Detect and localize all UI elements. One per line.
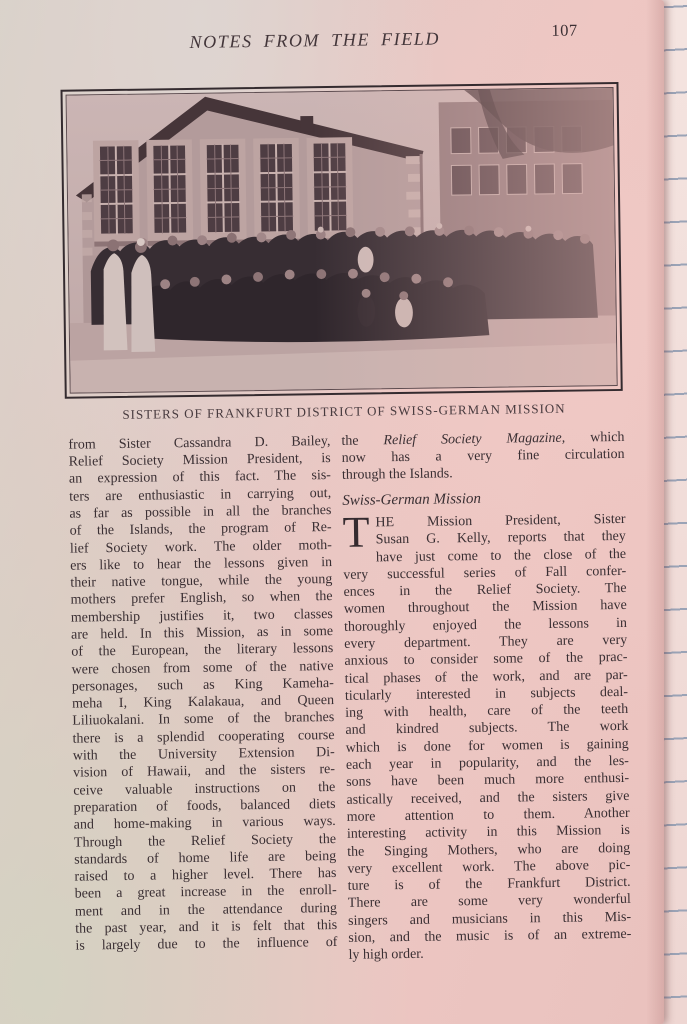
text-line: ticularly interested in subjects deal- [344, 684, 629, 704]
text-line: ture is of the Frankfurt District. [347, 875, 631, 894]
text-line: were chosen from some of the native [71, 658, 334, 678]
page-header [0, 0, 658, 69]
text-line: each year in popularity, and the les- [345, 753, 630, 773]
text-line: sion, and the music is of an extreme- [348, 926, 632, 946]
text-line: Susan G. Kelly, reports that they [375, 529, 626, 548]
text-line: the Singing Mothers, who are doing [347, 840, 631, 860]
text-line: women throughout the Mission have [343, 598, 627, 618]
text-line: which is done for women is gaining [345, 736, 629, 756]
text-line: as far as possible in all the branches [69, 502, 332, 522]
text-line: Through the Relief Society the [73, 831, 337, 851]
italic-magazine-title: Relief Society Magazine, [383, 430, 566, 449]
drop-cap: T [342, 507, 370, 557]
text-line: sons have been much more enthusi- [346, 771, 630, 791]
text-line: anxious to consider some of the prac- [344, 650, 628, 670]
text-line: every department. They are very [344, 632, 628, 652]
text-line: ceive valuable instructions on the [73, 779, 336, 799]
text-line: of the Islands, the program of Re- [69, 520, 332, 539]
text-line: now has a very fine circulation [341, 446, 625, 466]
text-line: HE Mission President, Sister [375, 511, 626, 531]
text-line: preparation of foods, balanced diets [73, 796, 336, 816]
text-line: Liliuokalani. In some of the branches [72, 710, 335, 730]
intro-pre-text: the [341, 433, 384, 449]
text-line: thoroughly enjoyed the lessons in [343, 615, 628, 635]
article-paragraph [342, 507, 632, 965]
text-line: have just come to the close of the [375, 546, 627, 565]
text-line: their native tongue, while the young [70, 572, 333, 591]
text-line: with the University Extension Di- [72, 745, 335, 764]
text-line: and home-making in various ways. [73, 814, 336, 833]
text-line: meha I, King Kalakaua, and Queen [71, 693, 335, 712]
text-line: from Sister Cassandra D. Bailey, [68, 433, 331, 453]
intro-lines [342, 446, 625, 485]
photo-caption: SISTERS OF FRANKFURT DISTRICT OF SWISS-GERMAN MISSION [122, 400, 566, 422]
text-line: mothers prefer English, so when the [70, 589, 333, 609]
text-line: Relief Society Mission President, is [68, 451, 331, 470]
text-line: very successful series of Fall confer- [343, 563, 627, 583]
text-line: personages, such as King Kameha- [71, 675, 334, 695]
text-line: ers like to hear the lessons given in [70, 554, 333, 574]
text-line: and kindred subjects. The work [345, 719, 629, 739]
running-title: NOTES FROM THE FIELD [189, 28, 441, 52]
group-photo-illustration [67, 88, 617, 392]
group-photo [66, 87, 618, 393]
text-line: membership justifies it, two classes [70, 606, 333, 626]
text-line: very excellent work. The above pic- [347, 857, 631, 877]
text-line: raised to a higher level. There has [74, 866, 337, 885]
text-line: vision of Hawaii, and the sisters re- [72, 762, 336, 782]
text-line: more attention to them. Another [346, 805, 630, 825]
left-column [68, 433, 337, 969]
text-line: ences in the Relief Society. The [343, 581, 627, 600]
text-line: is largely due to the influence of [75, 935, 338, 954]
text-line: ly high order. [348, 947, 424, 964]
intro-post-text: which [565, 429, 625, 446]
page-number: 107 [551, 20, 578, 40]
text-line: ters are enthusiastic in carrying out, [69, 485, 332, 505]
text-line: singers and musicians in this Mis- [348, 909, 632, 929]
text-line: ment and in the attendance during [74, 900, 338, 920]
text-line: astically received, and the sisters give [346, 788, 630, 808]
text-line: interesting activity in this Mission is [346, 823, 630, 843]
text-line: the past year, and it is felt that this [75, 918, 338, 937]
photo-pink-haze [67, 88, 617, 392]
article-lines [342, 507, 632, 965]
text-line: There are some very wonderful [347, 892, 631, 912]
photo-frame [60, 82, 622, 398]
text-columns [68, 428, 670, 968]
text-line: standards of home life are being [74, 848, 337, 868]
text-line: tical phases of the work, and are par- [344, 667, 628, 687]
intro-paragraph [341, 429, 625, 485]
text-line: through the Islands. [341, 466, 453, 484]
right-column [341, 429, 631, 965]
text-line: are held. In this Mission, as in some [71, 624, 334, 643]
section-heading: Swiss-German Mission [342, 490, 482, 509]
text-line: lief Society work. The older moth- [69, 537, 332, 557]
text-line: an expression of this fact. The sis- [68, 468, 332, 488]
text-line: been a great increase in the enroll- [74, 883, 337, 903]
text-line: there is a splendid cooperating course [72, 727, 335, 747]
text-line: of the European, the literary lessons [71, 641, 334, 660]
text-line: ing with health, care of the teeth [345, 702, 629, 722]
